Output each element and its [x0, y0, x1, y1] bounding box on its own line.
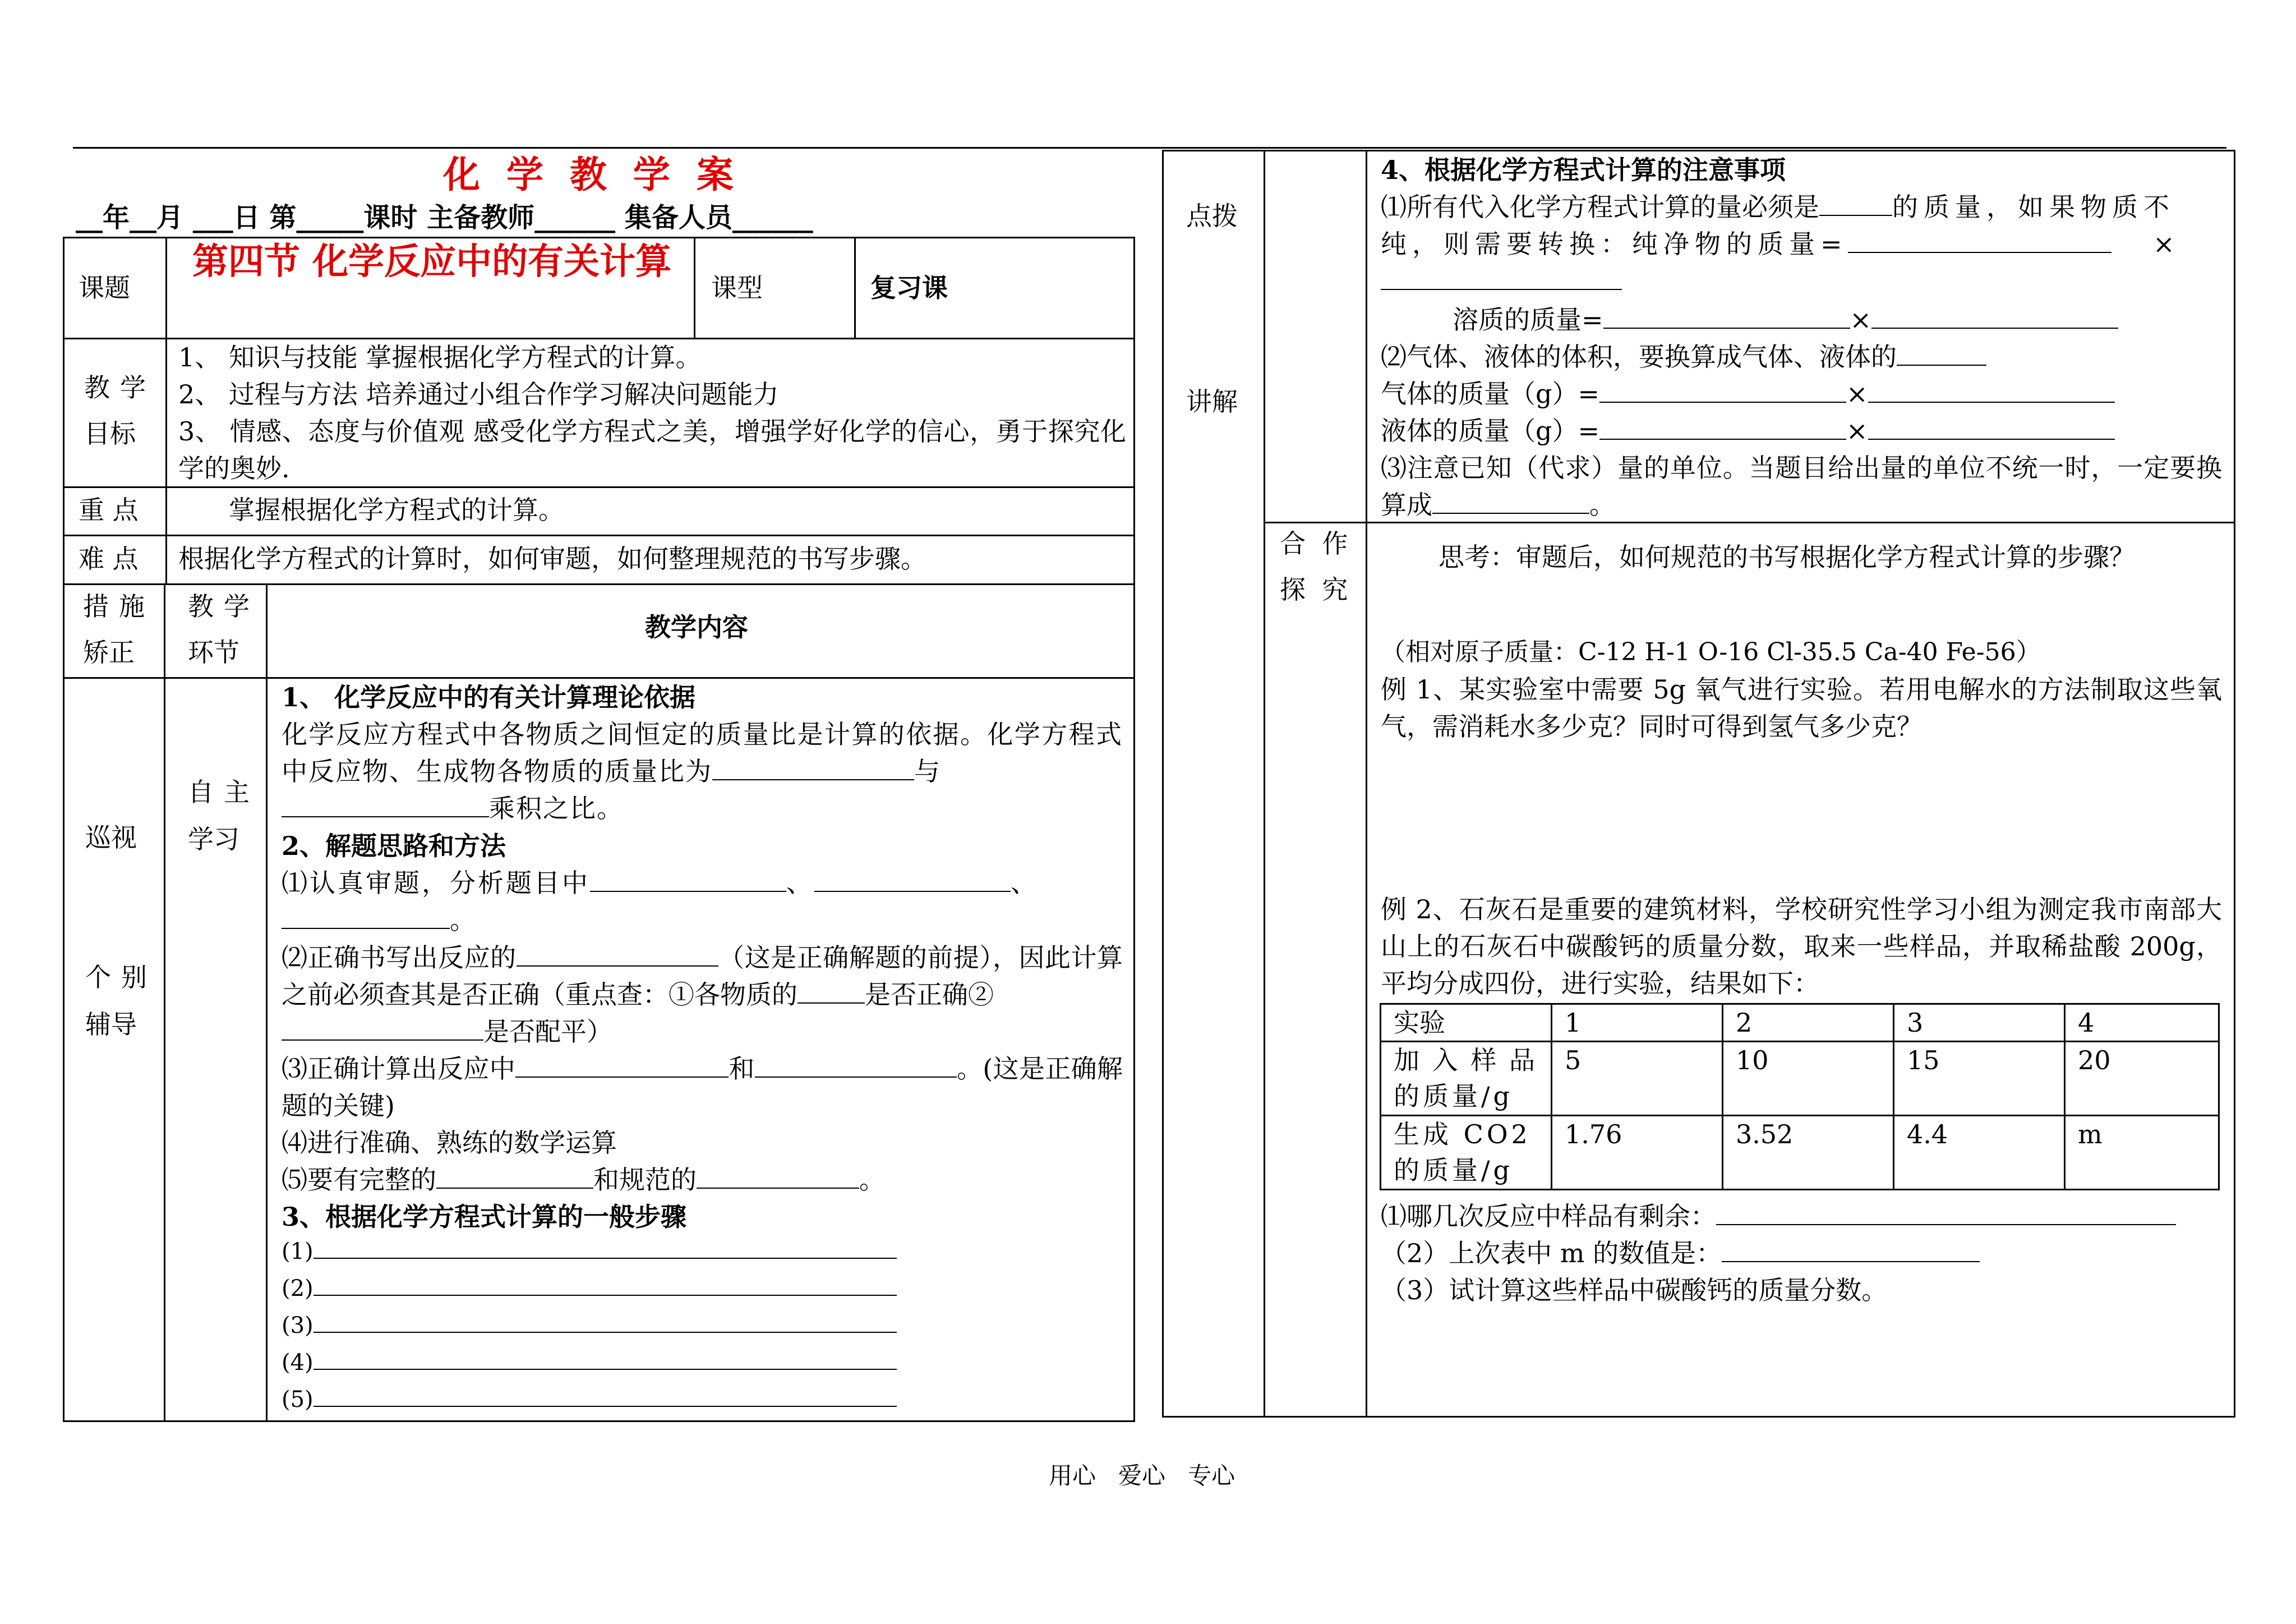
goals-label: 教学目标 [84, 372, 146, 449]
blank[interactable] [1871, 302, 2118, 329]
blank[interactable] [313, 1272, 897, 1296]
page-title: 化 学 教 学 案 [443, 153, 740, 196]
times: × [2153, 229, 2175, 259]
blank[interactable] [797, 977, 865, 1004]
blank[interactable] [313, 1383, 897, 1407]
exp-cell: 15 [1894, 1042, 2065, 1116]
n4-gas [1381, 375, 2115, 412]
exp-cell: 10 [1723, 1042, 1894, 1116]
think-prompt: 思考：审题后，如何规范的书写根据化学方程式计算的步骤？ [1439, 542, 2135, 572]
goal-3: 3、 情感、态度与价值观 感受化学方程式之美，增强学好化学的信心，勇于探究化学的奥妙. [178, 416, 1126, 484]
n4-1 [1381, 188, 2222, 300]
top-rule [73, 147, 2226, 149]
blank[interactable] [517, 940, 718, 967]
s2-2c: 是否正确② [865, 979, 994, 1010]
step-number: (5) [282, 1387, 313, 1413]
blank[interactable] [313, 1235, 897, 1259]
exp-header: 1 [1552, 1004, 1723, 1042]
step-number: (4) [282, 1350, 313, 1375]
period: 。 [1589, 490, 1615, 520]
s2-3c: 。(这是正确解题的关键) [282, 1053, 1123, 1121]
s2-2 [282, 939, 1123, 1050]
s2-2-text: ⑵正确书写出反应的 [282, 942, 517, 973]
step-row[interactable] [282, 1309, 897, 1346]
tutoring-label: 个别辅导 [85, 962, 147, 1039]
gas-text: 气体的质量（g）= [1381, 379, 1599, 409]
times: × [1850, 305, 1872, 335]
blank[interactable] [1868, 376, 2115, 403]
steps-list [282, 1235, 897, 1420]
content-label: 教学内容 [645, 612, 748, 642]
n4-2-text: ⑵气体、液体的体积，要换算成气体、液体的 [1381, 342, 1897, 372]
times: × [1846, 416, 1868, 446]
q2-text: （2）上次表中 m 的数值是： [1381, 1238, 1722, 1268]
exp-header: 2 [1723, 1004, 1894, 1042]
blank[interactable] [313, 1346, 897, 1370]
solute-text: 溶质的质量= [1453, 305, 1603, 335]
s2-2d: 是否配平） [483, 1016, 612, 1047]
exp-cell: m [2065, 1116, 2219, 1190]
topic-label: 课题 [79, 273, 130, 303]
step-number: (2) [282, 1276, 313, 1301]
s2-3-text: ⑶正确计算出反应中 [282, 1053, 516, 1084]
step-row[interactable] [282, 1235, 897, 1272]
n4-3-text: ⑶注意已知（代求）量的单位。当题目给出量的单位不统一时，一定要换算成 [1381, 453, 2222, 520]
exp-header: 3 [1894, 1004, 2065, 1042]
lecture-label: 讲解 [1186, 387, 1238, 417]
example-2: 例 2、石灰石是重要的建筑材料，学校研究性学习小组为测定我市南部大山上的石灰石中碳酸钙的质量分数，取来一些样品，并取稀盐酸 200g，平均分成四份，进行实验，结果如下： [1381, 894, 2222, 999]
exp-cell: 5 [1552, 1042, 1723, 1116]
n4-3 [1381, 449, 2222, 523]
blank[interactable] [313, 1309, 897, 1333]
s2-5b: 和规范的 [593, 1165, 697, 1195]
s3-heading: 3、根据化学方程式计算的一般步骤 [282, 1202, 687, 1232]
s2-3b: 和 [729, 1053, 755, 1084]
stage-label: 教学环节 [188, 591, 250, 668]
step-row[interactable] [282, 1383, 897, 1420]
cooperate-label: 合 作 [1280, 528, 1348, 559]
blank[interactable] [1432, 487, 1589, 514]
experiment-table [1380, 1003, 2220, 1190]
s2-1: ⑴认真审题，分析题目中 、 、 。 [282, 864, 1123, 938]
s2-heading: 2、解题思路和方法 [282, 831, 506, 861]
blank[interactable] [282, 790, 489, 817]
blank[interactable] [1603, 302, 1850, 329]
s2-5: ⑸要有完整的 和规范的 。 [282, 1161, 885, 1198]
example-1: 例 1、某实验室中需要 5g 氧气进行实验。若用电解水的方法制取这些氧气，需消耗水多少克？同时可得到氢气多少克？ [1381, 674, 2222, 742]
blank[interactable] [436, 1162, 593, 1189]
patrol-label: 巡视 [85, 822, 137, 853]
blank[interactable] [1868, 413, 2115, 440]
blank[interactable] [1848, 226, 2111, 253]
n4-liquid [1381, 412, 2115, 449]
blank[interactable] [1599, 376, 1846, 403]
blank[interactable] [697, 1162, 859, 1189]
s1-paragraph [282, 716, 1123, 827]
liquid-text: 液体的质量（g）= [1381, 416, 1599, 446]
s2-3 [282, 1050, 1123, 1124]
blank[interactable] [814, 865, 1011, 892]
times: × [1846, 379, 1868, 409]
goal-1: 1、 知识与技能 掌握根据化学方程式的计算。 [178, 342, 702, 372]
footer-slogan: 用心 爱心 专心 [1049, 1462, 1235, 1489]
s2-5-text: ⑸要有完整的 [282, 1165, 436, 1195]
step-number: (1) [282, 1239, 313, 1264]
type-label: 课型 [711, 273, 763, 303]
s1-heading: 1、 化学反应中的有关计算理论依据 [282, 682, 696, 712]
s2-1-text: ⑴认真审题，分析题目中 [282, 868, 590, 898]
blank[interactable] [712, 753, 914, 780]
question-3: （3）试计算这些样品中碳酸钙的质量分数。 [1381, 1275, 1888, 1305]
s2-4: ⑷进行准确、熟练的数学运算 [282, 1128, 617, 1158]
blank[interactable] [282, 902, 450, 929]
n4-heading: 4、根据化学方程式计算的注意事项 [1381, 155, 1786, 185]
blank[interactable] [282, 1014, 483, 1041]
exp-row-label: 加入样品的质量/g [1381, 1042, 1552, 1116]
blank[interactable] [1819, 189, 1892, 216]
exp-cell: 3.52 [1723, 1116, 1894, 1190]
blank[interactable] [1897, 339, 1986, 366]
explore-label: 探 究 [1280, 574, 1348, 605]
blank[interactable] [755, 1051, 957, 1078]
step-row[interactable] [282, 1272, 897, 1309]
s2-2b: （这是正确解题的前提），因此计算之前必须查其是否正确（重点查：①各物质的 [282, 942, 1123, 1010]
s1-suffix: 与 [914, 756, 941, 786]
exp-header: 4 [2065, 1004, 2219, 1042]
blank[interactable] [1722, 1235, 1980, 1262]
tips-label: 点拨 [1186, 201, 1238, 231]
step-row[interactable] [282, 1346, 897, 1383]
blank[interactable] [1599, 413, 1846, 440]
exp-header: 实验 [1381, 1004, 1552, 1042]
question-2 [1381, 1235, 1980, 1272]
atomic-masses: （相对原子质量：C-12 H-1 O-16 Cl-35.5 Ca-40 Fe-56） [1381, 638, 2041, 666]
exp-cell: 1.76 [1552, 1116, 1723, 1190]
topic-value: 第四节 化学反应中的有关计算 [192, 241, 672, 283]
question-1 [1381, 1198, 2176, 1235]
key-value: 掌握根据化学方程式的计算。 [229, 495, 564, 525]
n4-2 [1381, 338, 1986, 375]
meta-line: __年__月 ___日 第_____课时 主备教师______ 集备人员______ [76, 202, 813, 233]
n4-solute [1453, 301, 2118, 338]
exp-cell: 20 [2065, 1042, 2219, 1116]
step-number: (3) [282, 1313, 313, 1338]
blank[interactable] [590, 865, 786, 892]
n4-1-text: ⑴所有代入化学方程式计算的量必须是 [1381, 192, 1819, 222]
measures-label: 措施矫正 [83, 591, 145, 668]
s1-tail: 乘积之比。 [489, 793, 624, 823]
self-study-label: 自主学习 [188, 777, 250, 854]
goal-2: 2、 过程与方法 培养通过小组合作学习解决问题能力 [178, 379, 779, 410]
q1-text: ⑴哪几次反应中样品有剩余： [1381, 1201, 1716, 1231]
blank[interactable] [515, 1051, 729, 1078]
blank[interactable] [1381, 263, 1622, 290]
difficulty-value: 根据化学方程式的计算时，如何审题，如何整理规范的书写步骤。 [178, 544, 926, 574]
exp-row-label: 生成 CO2 的质量/g [1381, 1116, 1552, 1190]
difficulty-label: 难 点 [79, 544, 139, 574]
s1-text: 化学反应方程式中各物质之间恒定的质量比是计算的依据。化学方程式中反应物、生成物各物质的质量比为 [282, 719, 1123, 786]
key-label: 重 点 [79, 495, 139, 525]
type-value: 复习课 [870, 273, 948, 303]
n4-1b: 的质量，如果物质不纯，则需要转换：纯净物的质量= [1381, 192, 2175, 259]
blank[interactable] [1716, 1198, 2176, 1225]
exp-cell: 4.4 [1894, 1116, 2065, 1190]
